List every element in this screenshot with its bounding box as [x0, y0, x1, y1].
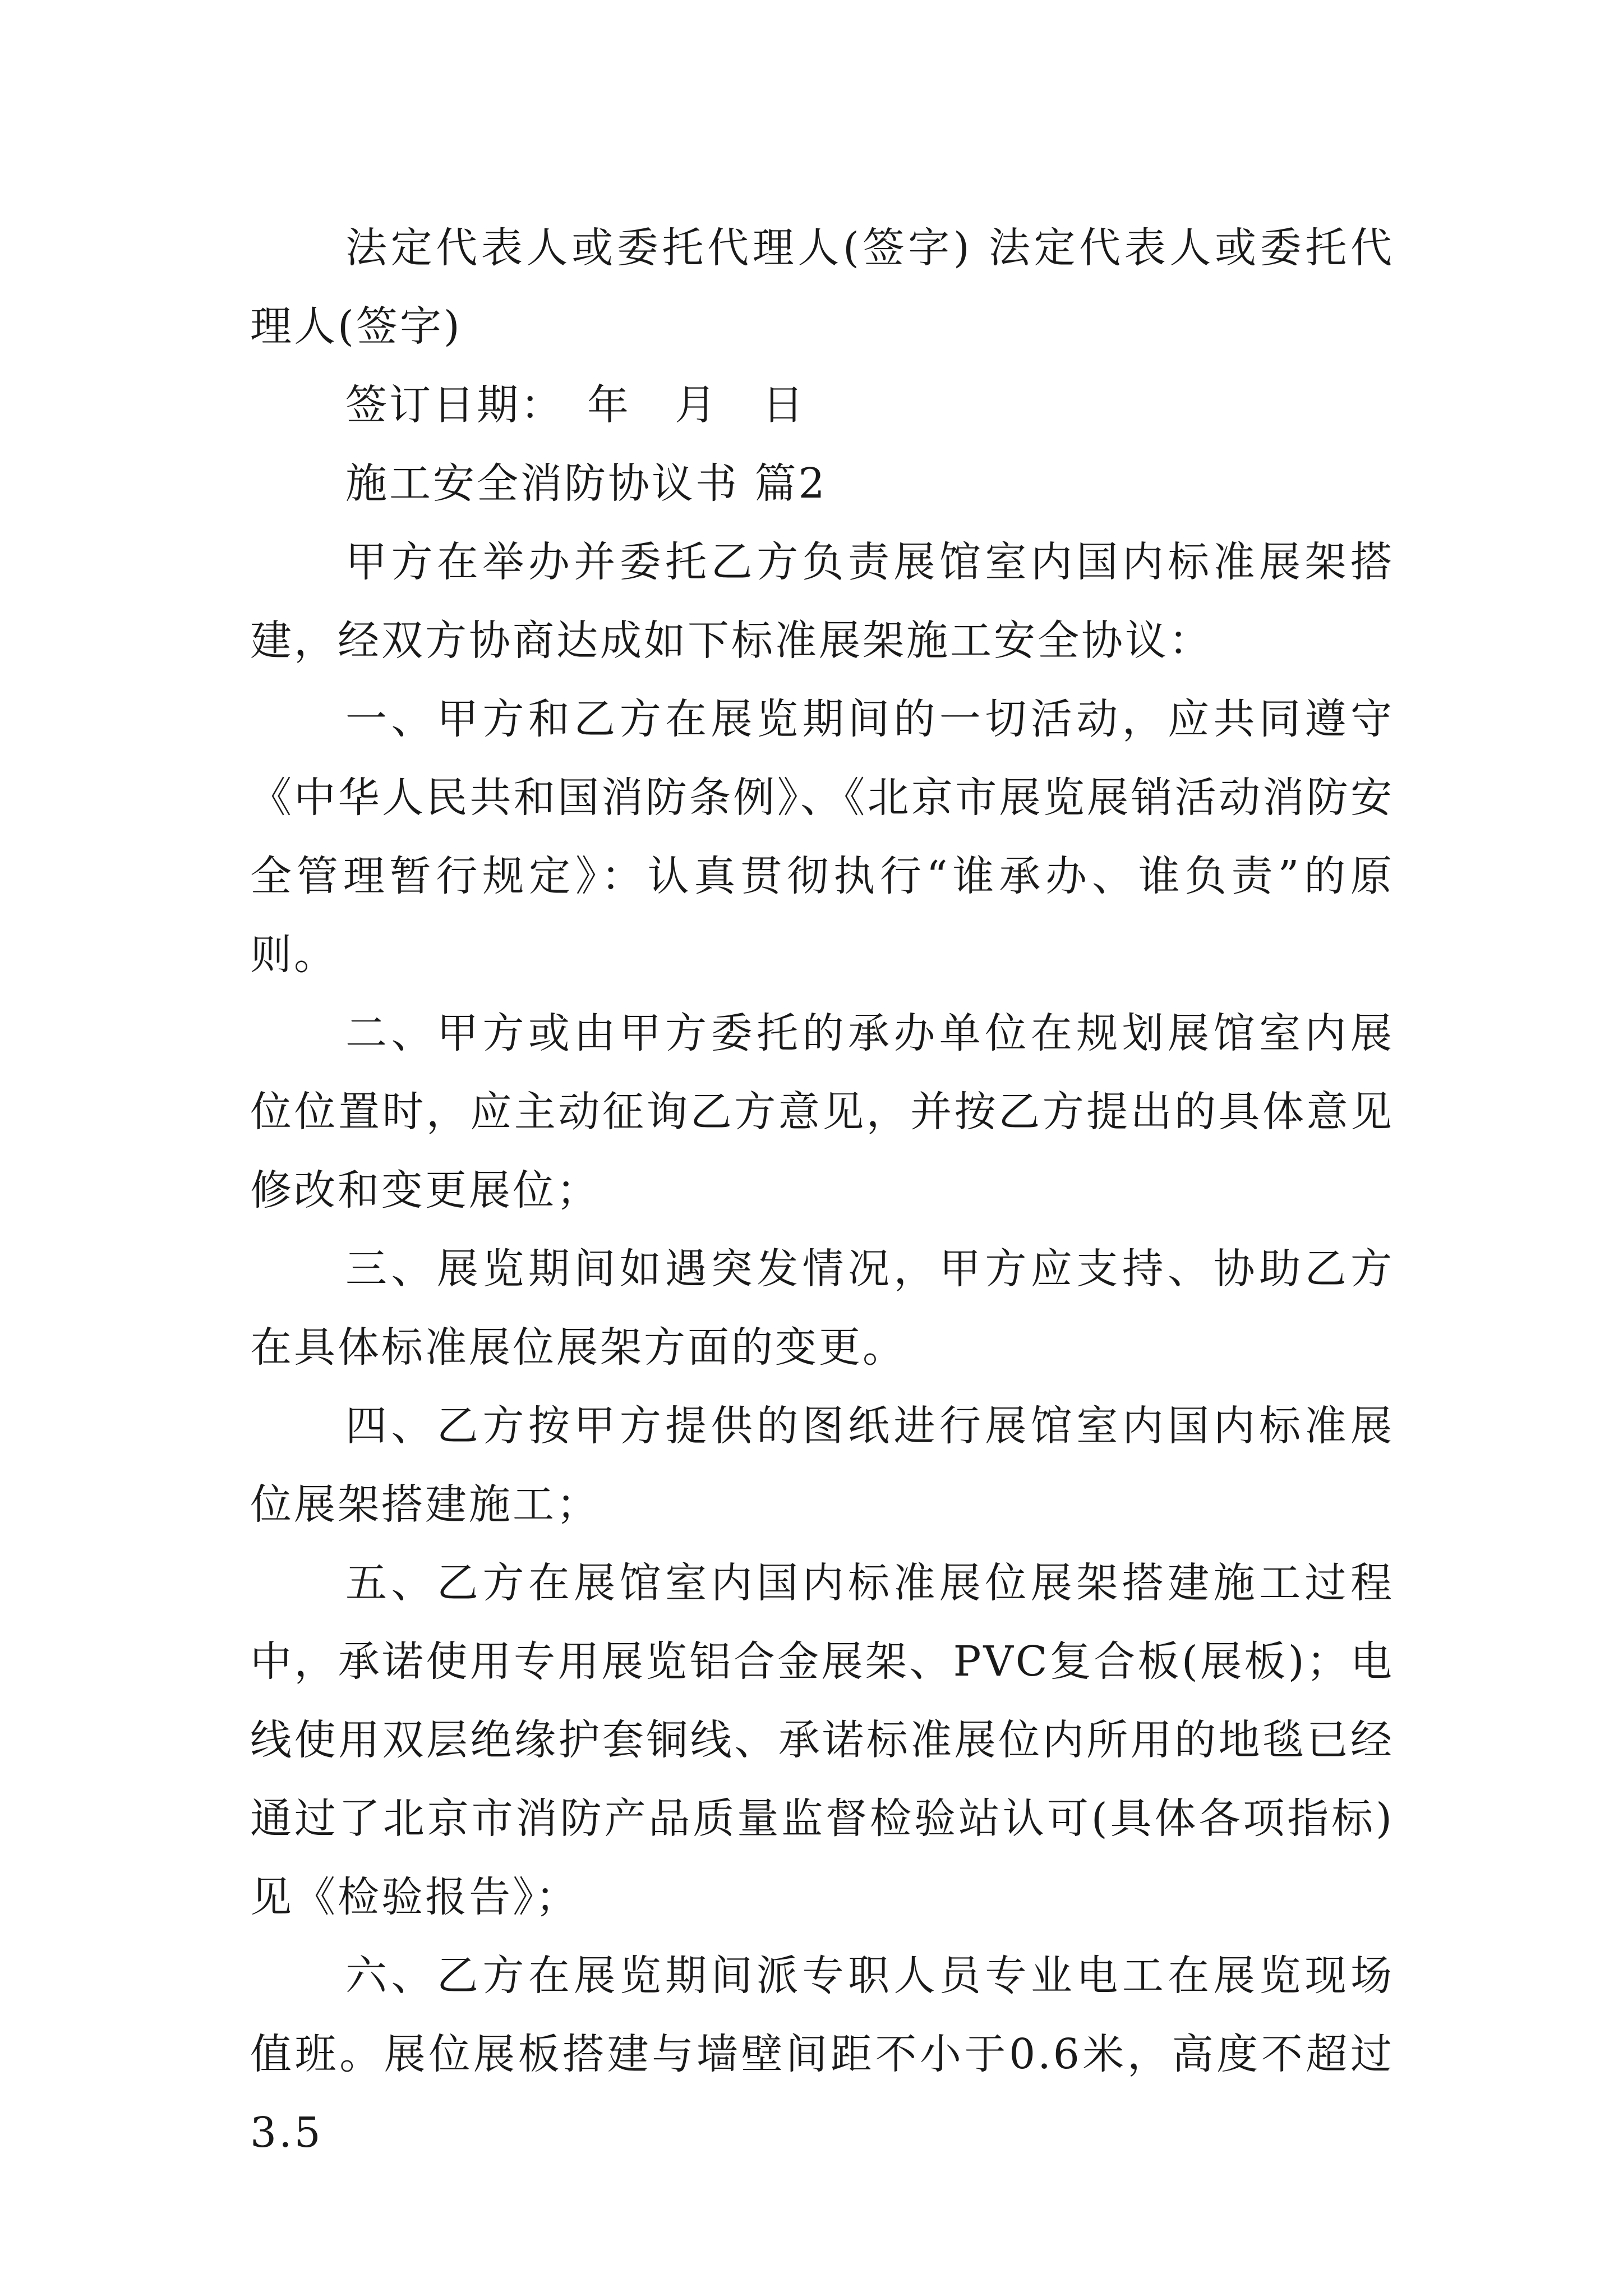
clause-4: 四、乙方按甲方提供的图纸进行展馆室内国内标准展位展架搭建施工；: [250, 1402, 1394, 1529]
signature-line: 法定代表人或委托代理人(签字) 法定代表人或委托代理人(签字): [250, 224, 1394, 351]
clause-6: 六、乙方在展览期间派专职人员专业电工在展览现场值班。展位展板搭建与墙壁间距不小于0.6米，高度不超过3.5: [250, 1952, 1394, 2157]
section-heading: 施工安全消防协议书 篇2: [345, 459, 827, 508]
clause-1: 一、甲方和乙方在展览期间的一切活动，应共同遵守《中华人民共和国消防条例》、《北京市展览展销活动消防安全管理暂行规定》：认真贯彻执行“谁承办、谁负责”的原则。: [250, 695, 1394, 979]
signing-date: 签订日期： 年 月 日: [345, 381, 806, 429]
intro-paragraph: 甲方在举办并委托乙方负责展馆室内国内标准展架搭建，经双方协商达成如下标准展架施工安全协议：: [250, 538, 1394, 665]
document-body: [250, 209, 1394, 2172]
clause-3: 三、展览期间如遇突发情况，甲方应支持、协助乙方在具体标准展位展架方面的变更。: [250, 1245, 1394, 1372]
clause-5: 五、乙方在展馆室内国内标准展位展架搭建施工过程中，承诺使用专用展览铝合金展架、PVC复合板(展板)；电线使用双层绝缘护套铜线、承诺标准展位内所用的地毯已经通过了北京市消防产品质量监督检验站认可(具体各项指标)见《检验报告》；: [250, 1559, 1394, 1921]
clause-2: 二、甲方或由甲方委托的承办单位在规划展馆室内展位位置时，应主动征询乙方意见，并按乙方提出的具体意见修改和变更展位；: [250, 1009, 1394, 1214]
